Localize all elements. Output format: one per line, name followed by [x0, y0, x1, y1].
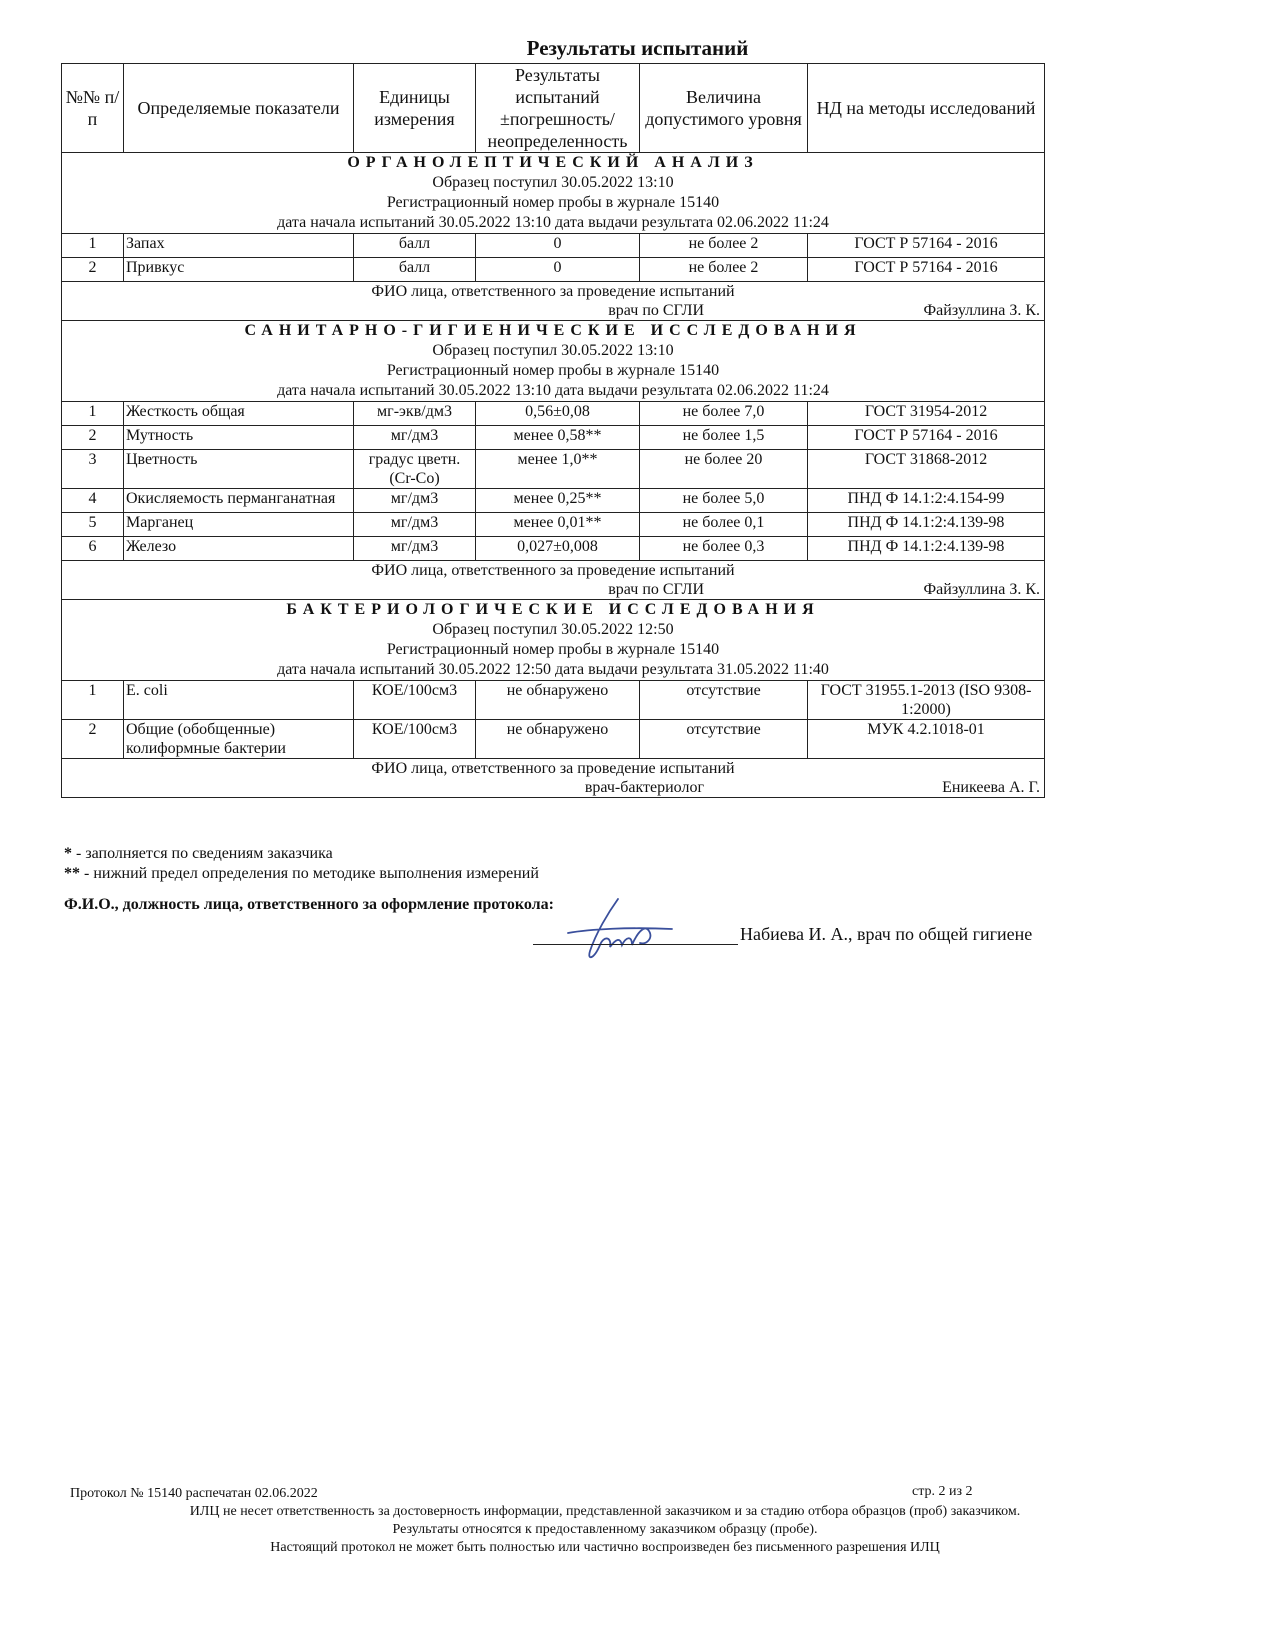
unit: КОЕ/100см3 — [354, 681, 476, 720]
registration-number: Регистрационный номер пробы в журнале 15140 — [386, 641, 720, 658]
table-row — [62, 489, 1045, 513]
allowed-limit: отсутствие — [640, 681, 808, 720]
row-number: 5 — [62, 513, 124, 537]
header-indicator: Определяемые показатели — [124, 64, 354, 153]
unit: балл — [354, 258, 476, 282]
table-row — [62, 720, 1045, 759]
row-number: 2 — [62, 426, 124, 450]
responsible-sign — [64, 580, 1042, 599]
indicator-name: Марганец — [124, 513, 354, 537]
method-standard: ГОСТ 31868-2012 — [808, 450, 1045, 489]
sample-received: Образец поступил 30.05.2022 13:10 — [432, 342, 674, 359]
responsible-name: Файзуллина З. К. — [923, 302, 1040, 319]
result-value: не обнаружено — [476, 720, 640, 759]
unit: КОЕ/100см3 — [354, 720, 476, 759]
row-number: 6 — [62, 537, 124, 561]
method-standard: ГОСТ 31954-2012 — [808, 402, 1045, 426]
result-value: менее 0,58** — [476, 426, 640, 450]
indicator-name: Общие (обобщенные) колиформные бактерии — [124, 720, 354, 759]
test-dates: дата начала испытаний 30.05.2022 12:50 дата выдачи результата 31.05.2022 11:40 — [277, 661, 829, 678]
registration-number: Регистрационный номер пробы в журнале 15140 — [386, 362, 720, 379]
responsible-row — [62, 282, 1045, 321]
result-value: не обнаружено — [476, 681, 640, 720]
indicator-name: Мутность — [124, 426, 354, 450]
footer-line: Результаты относятся к предоставленному заказчиком образцу (пробе). — [392, 1522, 818, 1537]
responsible-role: врач-бактериолог — [584, 779, 704, 796]
table-row — [62, 537, 1045, 561]
header-method: НД на методы исследований — [808, 64, 1045, 153]
header-result: Результаты испытаний ±погрешность/ неопределенность — [476, 64, 640, 153]
header-limit: Величина допустимого уровня — [640, 64, 808, 153]
row-number: 2 — [62, 258, 124, 282]
indicator-name: Жесткость общая — [124, 402, 354, 426]
table-row — [62, 513, 1045, 537]
allowed-limit: отсутствие — [640, 720, 808, 759]
footer-line: ИЛЦ не несет ответственность за достоверность информации, представленной заказчиком и за стадию отбора образцов (проб) заказчиком. — [189, 1504, 1021, 1519]
allowed-limit: не более 0,1 — [640, 513, 808, 537]
responsible-row — [62, 759, 1045, 798]
row-number: 3 — [62, 450, 124, 489]
section-header — [62, 153, 1045, 234]
method-standard: ГОСТ 31955.1-2013 (ISO 9308-1:2000) — [808, 681, 1045, 720]
footer-line: Настоящий протокол не может быть полностью или частично воспроизведен без письменного разрешения ИЛЦ — [270, 1540, 940, 1555]
result-value: менее 1,0** — [476, 450, 640, 489]
result-value: менее 0,01** — [476, 513, 640, 537]
allowed-limit: не более 1,5 — [640, 426, 808, 450]
section-title: БАКТЕРИОЛОГИЧЕСКИЕ ИССЛЕДОВАНИЯ — [286, 601, 820, 618]
table-row — [62, 426, 1045, 450]
allowed-limit: не более 2 — [640, 234, 808, 258]
header-units: Единицы измерения — [354, 64, 476, 153]
results-table — [61, 63, 1045, 798]
allowed-limit: не более 20 — [640, 450, 808, 489]
responsible-row — [62, 561, 1045, 600]
responsible-cell — [62, 759, 1045, 798]
method-standard: МУК 4.2.1018-01 — [808, 720, 1045, 759]
indicator-name: Цветность — [124, 450, 354, 489]
signature-line — [533, 944, 738, 945]
unit: мг/дм3 — [354, 426, 476, 450]
table-row — [62, 234, 1045, 258]
allowed-limit: не более 2 — [640, 258, 808, 282]
unit: мг/дм3 — [354, 489, 476, 513]
responsible-name: Еникеева А. Г. — [942, 779, 1040, 796]
responsible-cell — [62, 282, 1045, 321]
responsible-label: ФИО лица, ответственного за проведение испытаний — [371, 760, 735, 777]
result-value: 0,027±0,008 — [476, 537, 640, 561]
method-standard: ПНД Ф 14.1:2:4.154-99 — [808, 489, 1045, 513]
responsible-role: врач по СГЛИ — [608, 581, 704, 598]
test-dates: дата начала испытаний 30.05.2022 13:10 дата выдачи результата 02.06.2022 11:24 — [277, 382, 829, 399]
responsible-label: ФИО лица, ответственного за проведение испытаний — [371, 283, 735, 300]
row-number: 1 — [62, 402, 124, 426]
signature — [560, 893, 680, 965]
footer-protocol: Протокол № 15140 распечатан 02.06.2022 — [70, 1486, 318, 1501]
registration-number: Регистрационный номер пробы в журнале 15140 — [386, 194, 720, 211]
allowed-limit: не более 7,0 — [640, 402, 808, 426]
unit: мг/дм3 — [354, 537, 476, 561]
method-standard: ГОСТ Р 57164 - 2016 — [808, 258, 1045, 282]
table-row — [62, 402, 1045, 426]
header-num: №№ п/п — [62, 64, 124, 153]
method-standard: ПНД Ф 14.1:2:4.139-98 — [808, 537, 1045, 561]
row-number: 4 — [62, 489, 124, 513]
table-row — [62, 258, 1045, 282]
responsible-sign — [64, 778, 1042, 797]
responsible-name: Файзуллина З. К. — [923, 581, 1040, 598]
indicator-name: Железо — [124, 537, 354, 561]
footnote-star: * - заполняется по сведениям заказчика — [64, 845, 333, 862]
section-header — [62, 321, 1045, 402]
result-value: 0,56±0,08 — [476, 402, 640, 426]
section-header-row — [62, 321, 1045, 402]
method-standard: ГОСТ Р 57164 - 2016 — [808, 426, 1045, 450]
method-standard: ПНД Ф 14.1:2:4.139-98 — [808, 513, 1045, 537]
page-title: Результаты испытаний — [526, 36, 749, 60]
table-header-row — [62, 64, 1045, 153]
method-standard: ГОСТ Р 57164 - 2016 — [808, 234, 1045, 258]
sample-received: Образец поступил 30.05.2022 13:10 — [432, 174, 674, 191]
indicator-name: Запах — [124, 234, 354, 258]
unit: градус цветн.(Cr-Co) — [354, 450, 476, 489]
responsible-cell — [62, 561, 1045, 600]
footnotes — [64, 844, 539, 884]
unit: балл — [354, 234, 476, 258]
result-value: 0 — [476, 258, 640, 282]
footnote-double-star: ** - нижний предел определения по методике выполнения измерений — [64, 865, 539, 882]
table-row — [62, 450, 1045, 489]
protocol-responsible-person: Набиева И. А., врач по общей гигиене — [740, 924, 1033, 944]
row-number: 2 — [62, 720, 124, 759]
section-header-row — [62, 153, 1045, 234]
responsible-label: ФИО лица, ответственного за проведение испытаний — [371, 562, 735, 579]
section-title: ОРГАНОЛЕПТИЧЕСКИЙ АНАЛИЗ — [347, 154, 759, 171]
footer-page-number: стр. 2 из 2 — [912, 1484, 973, 1499]
unit: мг-экв/дм3 — [354, 402, 476, 426]
row-number: 1 — [62, 234, 124, 258]
unit: мг/дм3 — [354, 513, 476, 537]
footer-disclaimer — [0, 1503, 1210, 1557]
sample-received: Образец поступил 30.05.2022 12:50 — [432, 621, 674, 638]
allowed-limit: не более 5,0 — [640, 489, 808, 513]
allowed-limit: не более 0,3 — [640, 537, 808, 561]
section-header — [62, 600, 1045, 681]
table-row — [62, 681, 1045, 720]
section-header-row — [62, 600, 1045, 681]
result-value: менее 0,25** — [476, 489, 640, 513]
test-dates: дата начала испытаний 30.05.2022 13:10 дата выдачи результата 02.06.2022 11:24 — [277, 214, 829, 231]
indicator-name: Привкус — [124, 258, 354, 282]
indicator-name: E. coli — [124, 681, 354, 720]
indicator-name: Окисляемость перманганатная — [124, 489, 354, 513]
responsible-role: врач по СГЛИ — [608, 302, 704, 319]
row-number: 1 — [62, 681, 124, 720]
protocol-responsible-label: Ф.И.О., должность лица, ответственного за оформление протокола: — [64, 896, 554, 913]
section-title: САНИТАРНО-ГИГИЕНИЧЕСКИЕ ИССЛЕДОВАНИЯ — [244, 322, 862, 339]
responsible-sign — [64, 301, 1042, 320]
result-value: 0 — [476, 234, 640, 258]
